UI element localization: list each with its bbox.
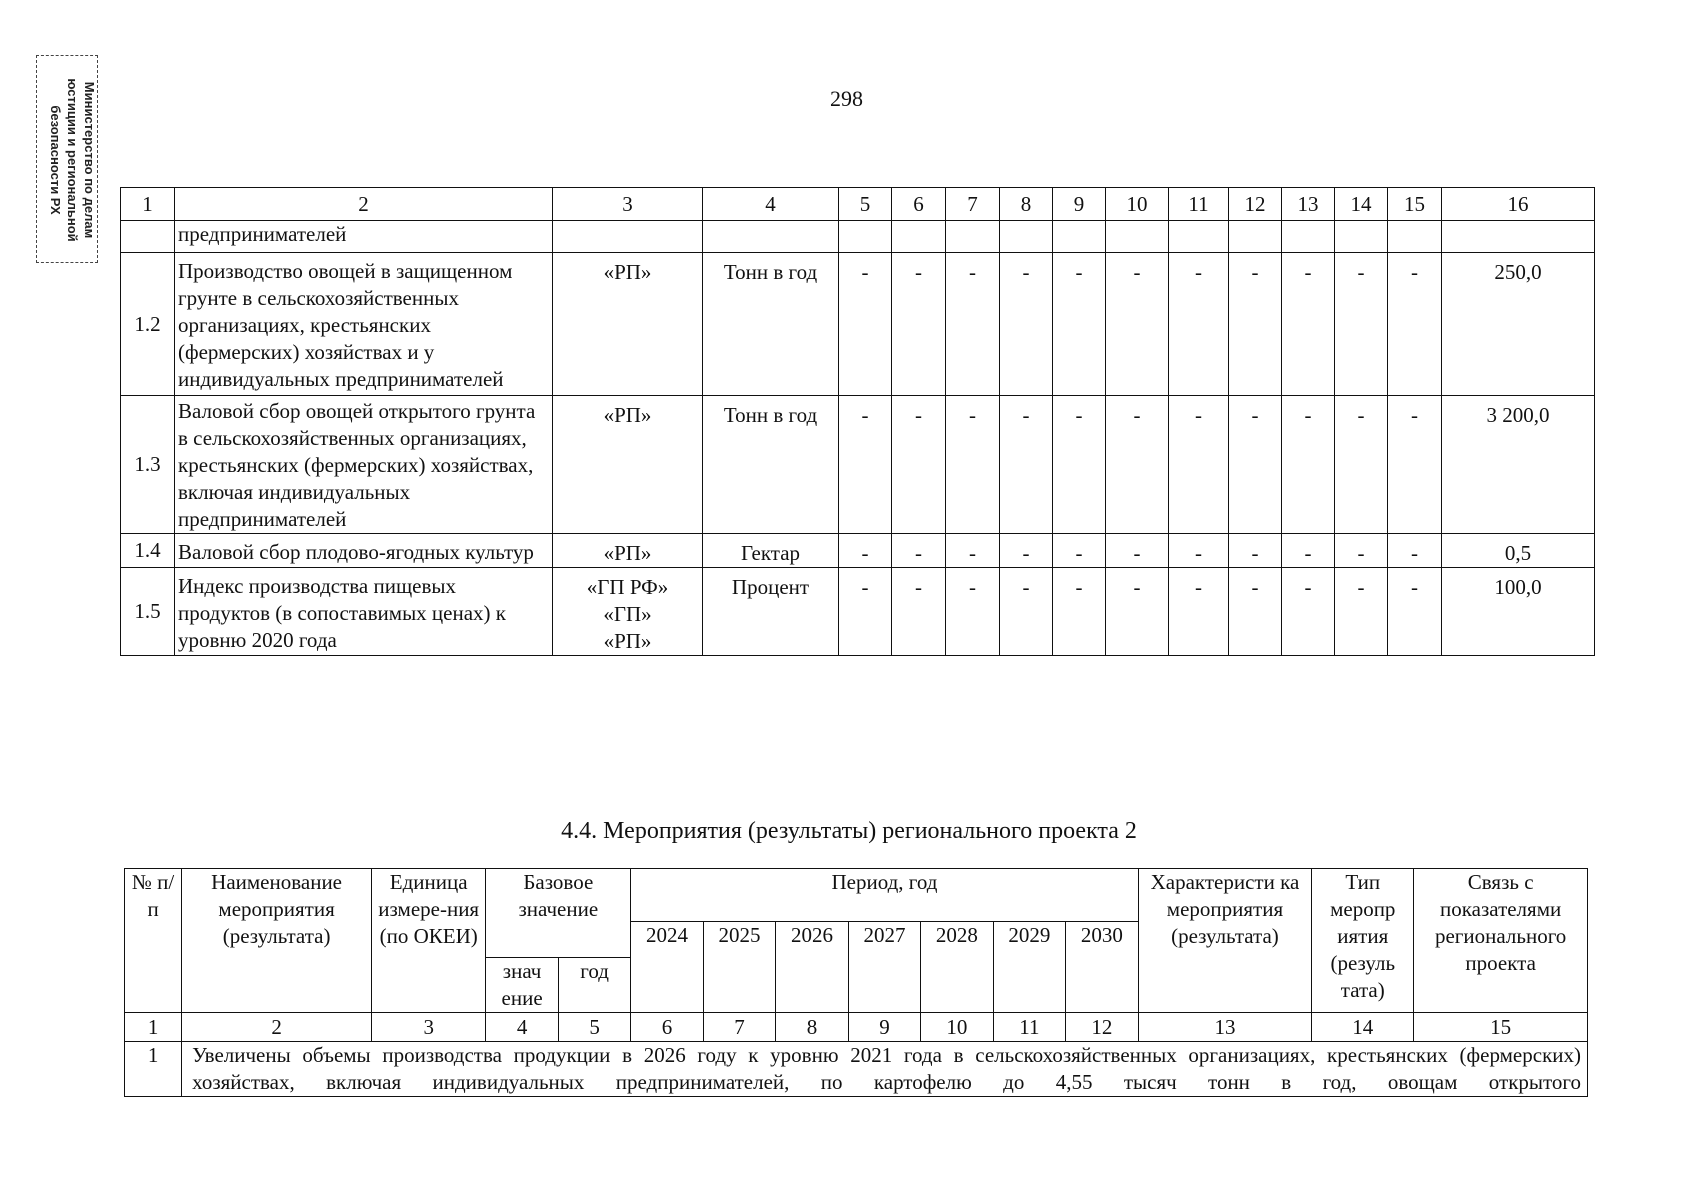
header-cell: 7: [946, 188, 1000, 221]
indicator-unit: Тонн в год: [703, 396, 839, 534]
value-cell: -: [946, 568, 1000, 656]
value-cell: -: [1229, 534, 1282, 568]
indicator-unit: Тонн в год: [703, 253, 839, 396]
indicator-name: Валовой сбор плодово-ягодных культур: [175, 534, 553, 568]
header-unit: Единица измере-ния (по ОКЕИ): [372, 869, 486, 1013]
index-cell: 5: [558, 1013, 630, 1042]
value-cell: -: [946, 534, 1000, 568]
table-row: [121, 534, 1595, 568]
header-base-year: год: [558, 958, 630, 1013]
header-cell: 14: [1335, 188, 1388, 221]
header-row: [125, 869, 1588, 922]
target-value: 3 200,0: [1442, 396, 1595, 534]
value-cell: -: [1169, 396, 1229, 534]
index-row: [125, 1013, 1588, 1042]
activities-table: [124, 868, 1588, 1097]
index-cell: 13: [1138, 1013, 1312, 1042]
stamp-line: Министерство по делам: [82, 81, 97, 239]
table-row: [121, 221, 1595, 253]
value-cell: -: [892, 396, 946, 534]
header-cell: 1: [121, 188, 175, 221]
header-row: [121, 188, 1595, 221]
value-cell: -: [839, 534, 892, 568]
index-cell: 9: [848, 1013, 920, 1042]
header-base: Базовое значение: [486, 869, 631, 958]
value-cell: -: [1106, 534, 1169, 568]
value-cell: -: [892, 534, 946, 568]
indicator-name: Индекс производства пищевых продуктов (в сопоставимых ценах) к уровню 2020 года: [175, 568, 553, 656]
value-cell: -: [1282, 534, 1335, 568]
table-row: [125, 1042, 1588, 1097]
result-description: Увеличены объемы производства продукции в 2026 году к уровню 2021 года в сельскохозяйственных организациях, крестьянских (фермерских) хозяйствах, включая индивидуальных предпринимателей, по картофелю до 4,55 тысяч тонн в год, овощам открытого: [182, 1042, 1588, 1097]
value-cell: -: [1169, 534, 1229, 568]
index-cell: 3: [372, 1013, 486, 1042]
ministry-stamp: [36, 55, 98, 263]
indicator-name: Производство овощей в защищенном грунте в сельскохозяйственных организациях, крестьянских (фермерских) хозяйствах и у индивидуальных предпринимателей: [175, 253, 553, 396]
header-cell: 13: [1282, 188, 1335, 221]
header-year: 2024: [631, 922, 703, 1013]
indicator-name: Валовой сбор овощей открытого грунта в сельскохозяйственных организациях, крестьянских (фермерских) хозяйствах, включая индивидуальных предпринимателей: [175, 396, 553, 534]
value-cell: -: [946, 253, 1000, 396]
value-cell: -: [1282, 396, 1335, 534]
level-line: «ГП РФ»: [586, 575, 669, 599]
stamp-text: [38, 56, 98, 264]
table-row: [121, 253, 1595, 396]
header-name: Наименование мероприятия (результата): [182, 869, 372, 1013]
value-cell: -: [1106, 396, 1169, 534]
value-cell: -: [1229, 253, 1282, 396]
level-line: «ГП»: [603, 602, 652, 626]
row-number: 1.2: [121, 253, 175, 396]
table-row: [121, 396, 1595, 534]
row-number: 1.3: [121, 396, 175, 534]
header-cell: 4: [703, 188, 839, 221]
value-cell: -: [1169, 568, 1229, 656]
value-cell: -: [1388, 396, 1442, 534]
header-cell: 11: [1169, 188, 1229, 221]
header-link: Связь с показателями регионального проекта: [1414, 869, 1588, 1013]
header-cell: 9: [1053, 188, 1106, 221]
value-cell: -: [839, 396, 892, 534]
row-number: 1.5: [121, 568, 175, 656]
value-cell: -: [1282, 568, 1335, 656]
value-cell: -: [1000, 253, 1053, 396]
value-cell: -: [1000, 568, 1053, 656]
value-cell: -: [1053, 568, 1106, 656]
value-cell: -: [1106, 253, 1169, 396]
value-cell: -: [1053, 534, 1106, 568]
value-cell: -: [839, 568, 892, 656]
continuation-text: предпринимателей: [175, 221, 553, 253]
index-cell: 6: [631, 1013, 703, 1042]
header-year: 2029: [993, 922, 1065, 1013]
header-year: 2027: [848, 922, 920, 1013]
header-base-value: знач ение: [486, 958, 558, 1013]
value-cell: -: [1053, 396, 1106, 534]
value-cell: -: [1106, 568, 1169, 656]
header-characteristic: Характеристи ка мероприятия (результата): [1138, 869, 1312, 1013]
value-cell: -: [1388, 568, 1442, 656]
target-value: 100,0: [1442, 568, 1595, 656]
value-cell: -: [839, 253, 892, 396]
header-year: 2028: [921, 922, 993, 1013]
value-cell: -: [1388, 253, 1442, 396]
value-cell: -: [946, 396, 1000, 534]
value-cell: -: [1335, 253, 1388, 396]
page-number: 298: [830, 86, 863, 111]
value-cell: -: [892, 568, 946, 656]
value-cell: -: [1335, 534, 1388, 568]
value-cell: -: [892, 253, 946, 396]
stamp-line: юстиции и региональной: [65, 78, 80, 242]
row-number: 1: [125, 1042, 182, 1097]
indicator-level: «РП»: [553, 253, 703, 396]
header-num: № п/п: [125, 869, 182, 1013]
value-cell: -: [1000, 534, 1053, 568]
indicator-level: «РП»: [553, 534, 703, 568]
section-title: 4.4. Мероприятия (результаты) регионального проекта 2: [561, 818, 1137, 844]
index-cell: 4: [486, 1013, 558, 1042]
index-cell: 12: [1066, 1013, 1139, 1042]
header-year: 2026: [776, 922, 848, 1013]
indicator-level: «РП»: [553, 396, 703, 534]
header-cell: 16: [1442, 188, 1595, 221]
index-cell: 1: [125, 1013, 182, 1042]
header-cell: 8: [1000, 188, 1053, 221]
index-cell: 8: [776, 1013, 848, 1042]
header-cell: 12: [1229, 188, 1282, 221]
indicator-unit: Гектар: [703, 534, 839, 568]
value-cell: -: [1229, 396, 1282, 534]
index-cell: 10: [921, 1013, 993, 1042]
header-year: 2030: [1066, 922, 1139, 1013]
value-cell: -: [1388, 534, 1442, 568]
header-type: Тип меропр иятия (резуль тата): [1312, 869, 1414, 1013]
target-value: 0,5: [1442, 534, 1595, 568]
index-cell: 2: [182, 1013, 372, 1042]
header-year: 2025: [703, 922, 775, 1013]
level-line: «РП»: [603, 629, 652, 653]
indicator-level: [553, 568, 703, 656]
indicator-unit: Процент: [703, 568, 839, 656]
index-cell: 14: [1312, 1013, 1414, 1042]
index-cell: 15: [1414, 1013, 1588, 1042]
header-cell: 15: [1388, 188, 1442, 221]
value-cell: -: [1229, 568, 1282, 656]
index-cell: 11: [993, 1013, 1065, 1042]
value-cell: -: [1335, 396, 1388, 534]
value-cell: -: [1335, 568, 1388, 656]
index-cell: 7: [703, 1013, 775, 1042]
target-value: 250,0: [1442, 253, 1595, 396]
value-cell: -: [1000, 396, 1053, 534]
header-cell: 10: [1106, 188, 1169, 221]
header-cell: 6: [892, 188, 946, 221]
header-cell: 5: [839, 188, 892, 221]
header-period: Период, год: [631, 869, 1138, 922]
value-cell: -: [1169, 253, 1229, 396]
value-cell: -: [1282, 253, 1335, 396]
header-cell: 3: [553, 188, 703, 221]
value-cell: -: [1053, 253, 1106, 396]
row-number: 1.4: [121, 534, 175, 568]
indicators-table: [120, 187, 1595, 656]
table-row: [121, 568, 1595, 656]
header-cell: 2: [175, 188, 553, 221]
stamp-line: безопасности РХ: [48, 105, 63, 215]
